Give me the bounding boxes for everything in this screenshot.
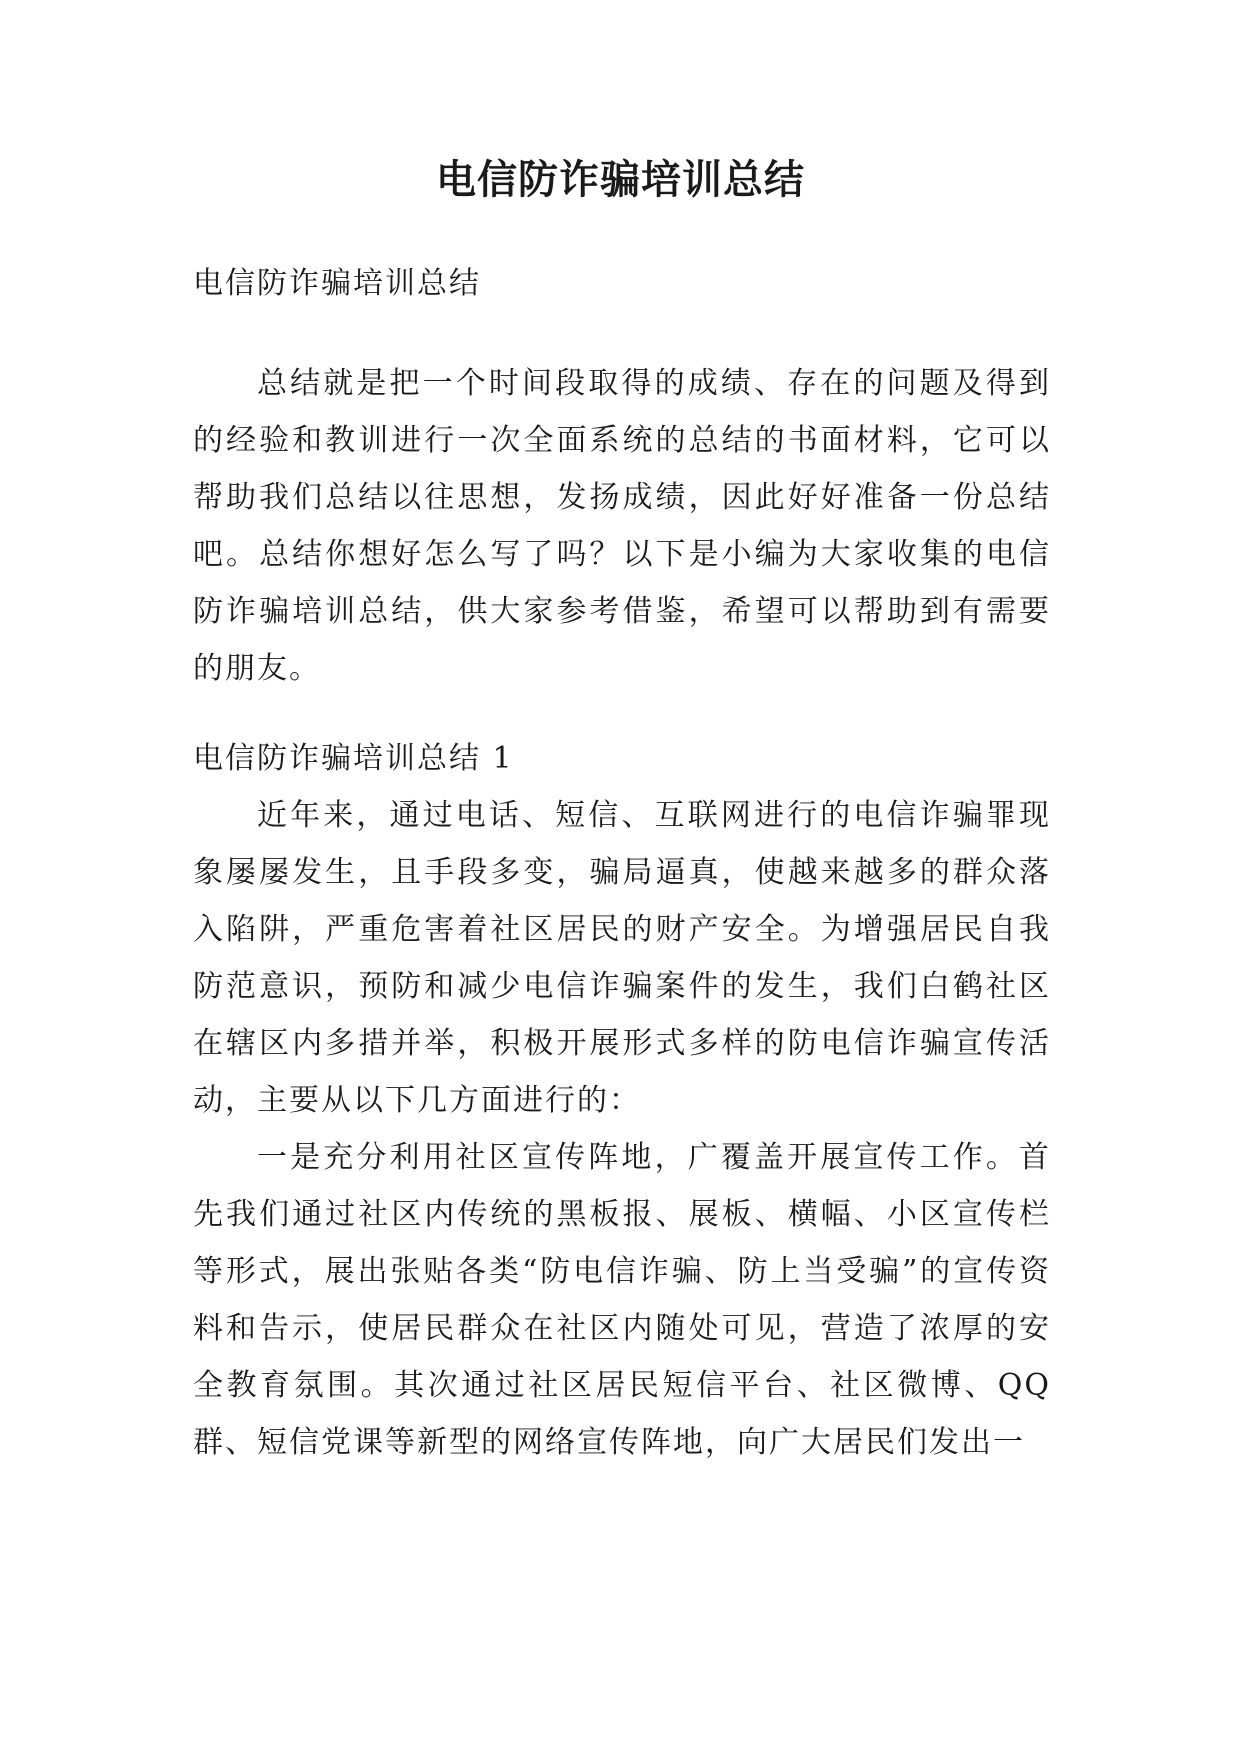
section-heading-1: 电信防诈骗培训总结 1: [193, 741, 514, 776]
document-subtitle: 电信防诈骗培训总结: [193, 266, 481, 301]
section1-paragraph-1: 近年来，通过电话、短信、互联网进行的电信诈骗罪现象屡屡发生，且手段多变，骗局逼真，使越来越多的群众落入陷阱，严重危害着社区居民的财产安全。为增强居民自我防范意识，预防和减少电信诈骗案件的发生，我们白鹤社区在辖区内多措并举，积极开展形式多样的防电信诈骗宣传活动，主要从以下几方面进行的：: [193, 798, 1051, 1118]
document-title: 电信防诈骗培训总结: [436, 156, 805, 203]
intro-paragraph: 总结就是把一个时间段取得的成绩、存在的问题及得到的经验和教训进行一次全面系统的总结的书面材料，它可以帮助我们总结以往思想，发扬成绩，因此好好准备一份总结吧。总结你想好怎么写了吗？以下是小编为大家收集的电信防诈骗培训总结，供大家参考借鉴，希望可以帮助到有需要的朋友。: [193, 366, 1051, 686]
section1-paragraph-2: 一是充分利用社区宣传阵地，广覆盖开展宣传工作。首先我们通过社区内传统的黑板报、展板、横幅、小区宣传栏等形式，展出张贴各类“防电信诈骗、防上当受骗”的宣传资料和告示，使居民群众在社区内随处可见，营造了浓厚的安全教育氛围。其次通过社区居民短信平台、社区微博、QQ群、短信党课等新型的网络宣传阵地，向广大居民们发出一: [193, 1140, 1051, 1460]
